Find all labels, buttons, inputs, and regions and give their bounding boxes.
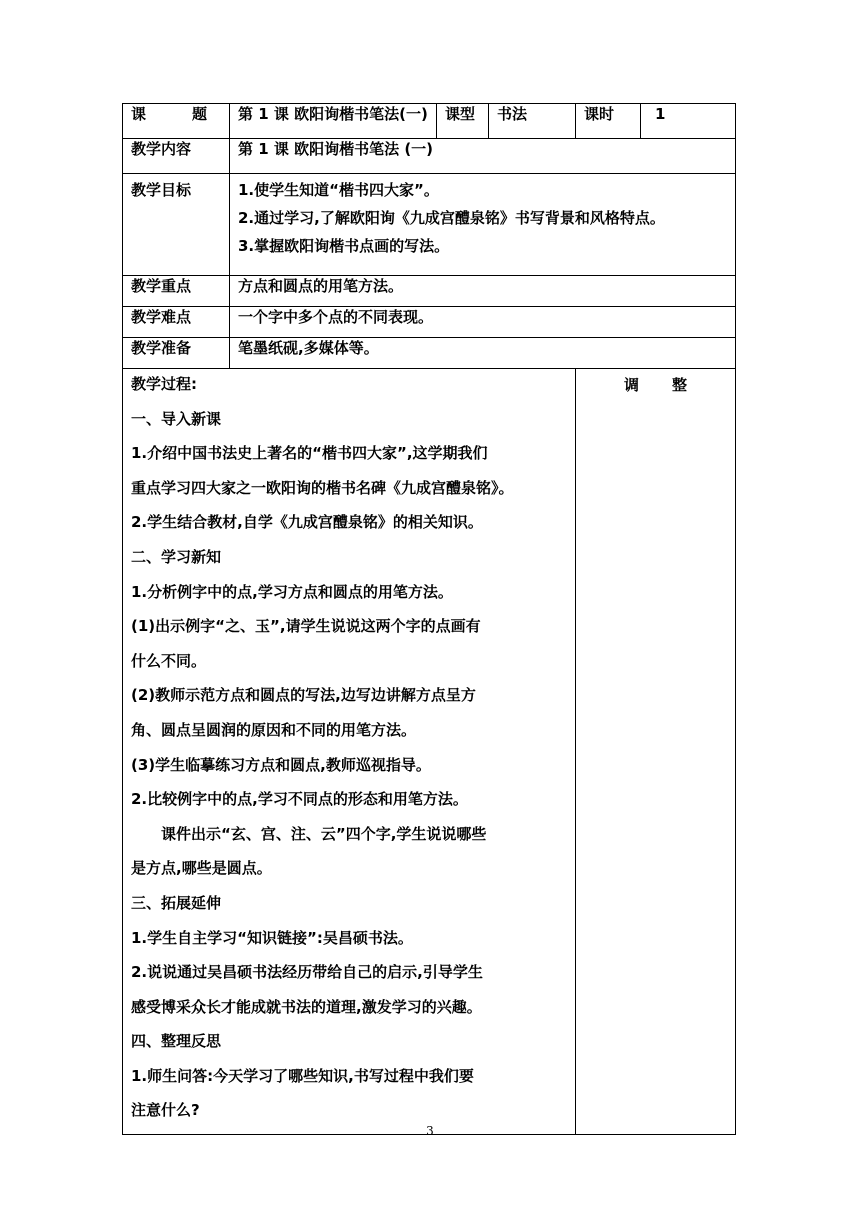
- adjust-label-char-2: 整: [671, 376, 687, 394]
- adjust-cell: [576, 369, 736, 1135]
- row-course: [123, 104, 736, 139]
- row-process: [123, 369, 736, 1135]
- hours-value-cell: 1: [641, 104, 736, 139]
- content-label-cell: 教学内容: [123, 139, 230, 174]
- row-key-points: [123, 276, 736, 307]
- key-label-cell: 教学重点: [123, 276, 230, 307]
- process-line: (1)出示例字“之、玉”,请学生说说这两个字的点画有: [131, 617, 481, 636]
- process-line: 三、拓展延伸: [131, 893, 222, 912]
- content-value-cell: 第 1 课 欧阳询楷书笔法 (一): [230, 139, 736, 174]
- row-content: [123, 139, 736, 174]
- type-label-cell: 课型: [437, 104, 489, 139]
- process-line: 1.师生问答:今天学习了哪些知识,书写过程中我们要: [131, 1066, 474, 1085]
- process-line: 二、学习新知: [131, 547, 222, 566]
- process-line: 1.学生自主学习“知识链接”:吴昌硕书法。: [131, 928, 413, 947]
- row-goals: [123, 174, 736, 276]
- row-preparation: [123, 338, 736, 369]
- process-cell: [123, 369, 576, 1135]
- course-label-cell: [123, 104, 230, 139]
- process-line: 课件出示“玄、宫、注、云”四个字,学生说说哪些: [161, 824, 487, 843]
- process-line: 注意什么?: [131, 1101, 200, 1120]
- prep-value-cell: 笔墨纸砚,多媒体等。: [230, 338, 736, 369]
- lesson-plan-table: [122, 103, 736, 1135]
- hours-label-cell: 课时: [576, 104, 641, 139]
- process-line: 重点学习四大家之一欧阳询的楷书名碑《九成宫醴泉铭》。: [131, 478, 514, 497]
- goals-value-cell: [230, 174, 736, 276]
- key-value-cell: 方点和圆点的用笔方法。: [230, 276, 736, 307]
- process-line: 什么不同。: [131, 651, 207, 670]
- adjust-label-char-1: 调: [624, 376, 640, 394]
- goal-item-1: 1.使学生知道“楷书四大家”。: [238, 181, 439, 199]
- page-number: 3: [426, 1124, 434, 1138]
- process-line: 角、圆点呈圆润的原因和不同的用笔方法。: [131, 720, 417, 739]
- goal-item-2: 2.通过学习,了解欧阳询《九成宫醴泉铭》书写背景和风格特点。: [238, 209, 665, 227]
- process-line: (2)教师示范方点和圆点的写法,边写边讲解方点呈方: [131, 686, 476, 705]
- process-line: 2.学生结合教材,自学《九成宫醴泉铭》的相关知识。: [131, 513, 483, 532]
- row-difficulties: [123, 307, 736, 338]
- difficulty-value-cell: 一个字中多个点的不同表现。: [230, 307, 736, 338]
- process-line: 1.分析例字中的点,学习方点和圆点的用笔方法。: [131, 582, 453, 601]
- process-line: 2.说说通过吴昌硕书法经历带给自己的启示,引导学生: [131, 963, 483, 982]
- course-label-char-2: 题: [191, 105, 207, 123]
- goal-item-3: 3.掌握欧阳询楷书点画的写法。: [238, 237, 450, 255]
- course-label-char-1: 课: [131, 105, 147, 123]
- type-value-cell: 书法: [489, 104, 576, 139]
- difficulty-label-cell: 教学难点: [123, 307, 230, 338]
- process-line: (3)学生临摹练习方点和圆点,教师巡视指导。: [131, 755, 431, 774]
- goals-label-cell: 教学目标: [123, 174, 230, 276]
- process-line: 教学过程:: [131, 375, 197, 393]
- process-line: 一、导入新课: [131, 409, 222, 428]
- course-title-cell: 第 1 课 欧阳询楷书笔法(一): [230, 104, 437, 139]
- process-line: 2.比较例字中的点,学习不同点的形态和用笔方法。: [131, 790, 468, 809]
- process-line: 四、整理反思: [131, 1032, 222, 1051]
- process-line: 1.介绍中国书法史上著名的“楷书四大家”,这学期我们: [131, 444, 488, 463]
- process-line: 感受博采众长才能成就书法的道理,激发学习的兴趣。: [131, 997, 482, 1016]
- prep-label-cell: 教学准备: [123, 338, 230, 369]
- process-line: 是方点,哪些是圆点。: [131, 859, 272, 878]
